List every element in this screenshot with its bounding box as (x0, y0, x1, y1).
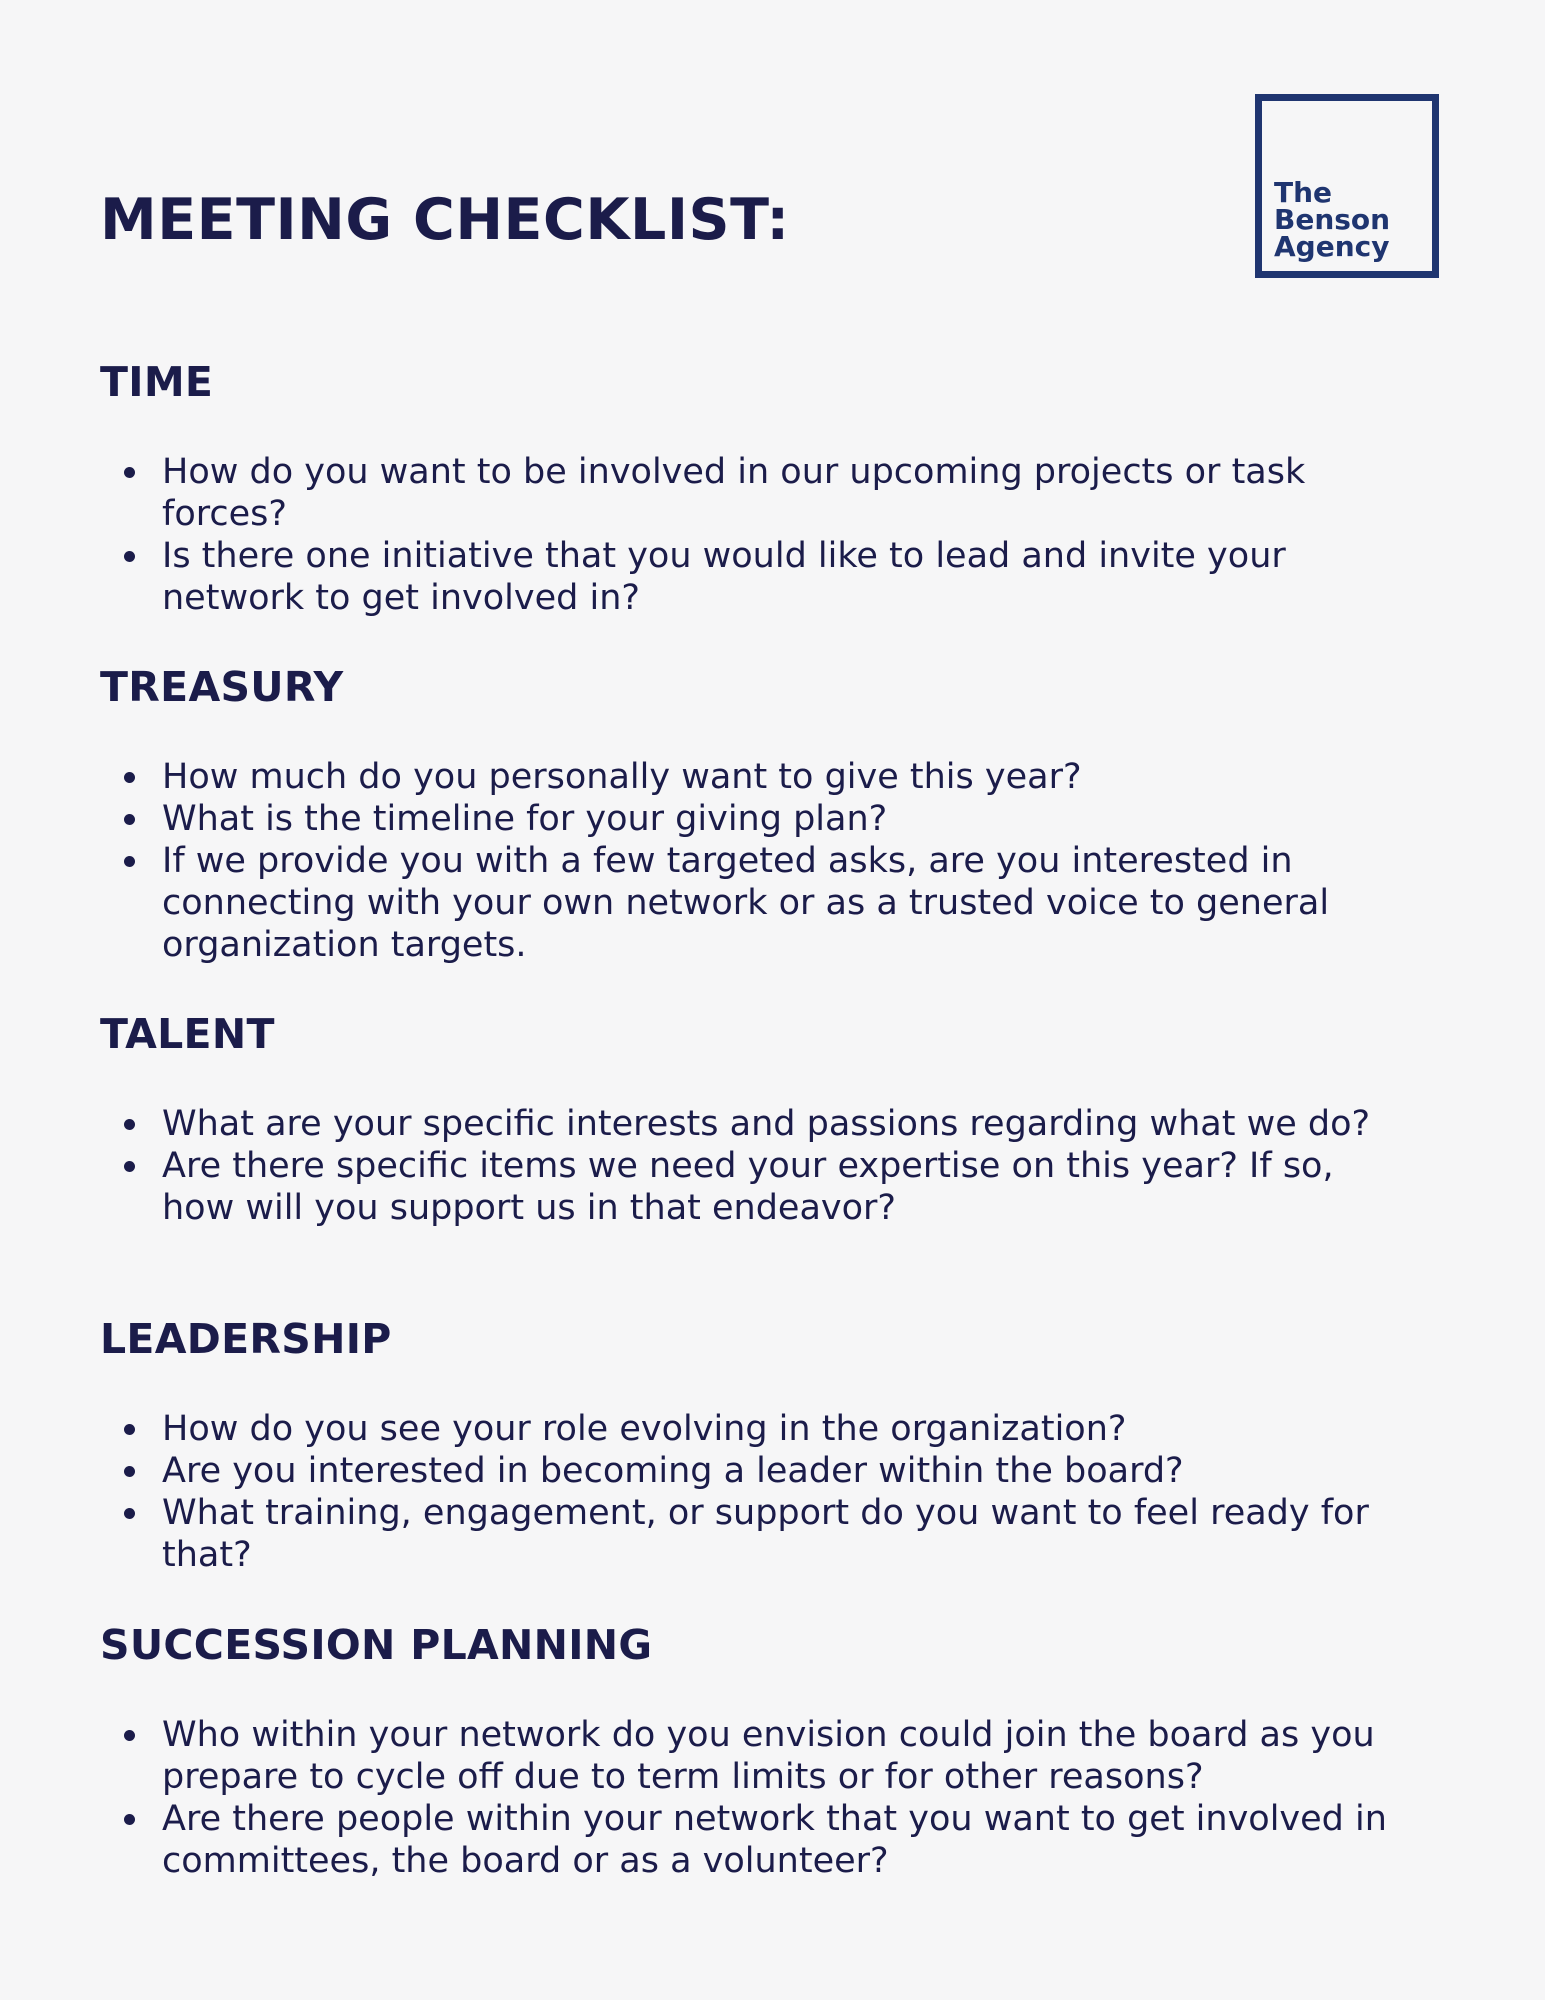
list-item (100, 1408, 1400, 1450)
list-item (100, 1145, 1400, 1229)
bullet-icon (124, 1508, 135, 1519)
section-talent (100, 1007, 1430, 1228)
bullet-icon (124, 467, 135, 478)
list-item-text: What training, engagement, or support do you want to feel ready for that? (162, 1493, 1369, 1575)
logo-text (1274, 176, 1391, 263)
section-heading: TIME (100, 358, 214, 406)
bullet-icon (124, 1119, 135, 1130)
list-item-text: Are there people within your network that you want to get involved in committees, the board or as a volunteer? (162, 1799, 1387, 1881)
list-item-text: How much do you personally want to give this year? (162, 757, 1082, 797)
list-item (100, 1714, 1400, 1798)
list-item-text: Are you interested in becoming a leader within the board? (162, 1451, 1184, 1491)
list-item-text: Who within your network do you envision could join the board as you prepare to cycle off due to term limits or for other reasons? (162, 1715, 1375, 1797)
bullet-list (100, 1408, 1400, 1576)
benson-agency-logo (1255, 94, 1439, 278)
bullet-list (100, 756, 1400, 966)
section-heading: LEADERSHIP (100, 1315, 392, 1363)
page-title: MEETING CHECKLIST: (100, 187, 790, 253)
section-treasury (100, 660, 1430, 965)
logo-line-the: The (1274, 176, 1333, 209)
list-item-text: How do you see your role evolving in the organization? (162, 1409, 1127, 1449)
bullet-list (100, 1103, 1400, 1229)
bullet-icon (124, 772, 135, 783)
list-item-text: How do you want to be involved in our upcoming projects or task forces? (162, 452, 1306, 534)
bullet-icon (124, 1814, 135, 1825)
bullet-list (100, 451, 1400, 619)
list-item (100, 1492, 1400, 1576)
list-item (100, 756, 1400, 798)
bullet-icon (124, 856, 135, 867)
bullet-icon (124, 1730, 135, 1741)
logo-line-benson: Benson (1274, 203, 1391, 236)
list-item-text: Is there one initiative that you would like to lead and invite your network to get involved in? (162, 536, 1286, 618)
section-succession-planning (100, 1618, 1430, 1881)
logo-line-agency: Agency (1274, 230, 1390, 263)
list-item (100, 1450, 1400, 1492)
section-heading: SUCCESSION PLANNING (100, 1621, 653, 1669)
list-item (100, 1798, 1400, 1882)
list-item (100, 798, 1400, 840)
list-item-text: What is the timeline for your giving plan? (162, 799, 888, 839)
section-leadership (100, 1312, 1430, 1575)
section-heading: TALENT (100, 1010, 275, 1058)
list-item (100, 840, 1400, 966)
bullet-icon (124, 1161, 135, 1172)
section-time (100, 355, 1430, 618)
list-item (100, 451, 1400, 535)
bullet-icon (124, 1424, 135, 1435)
bullet-icon (124, 1466, 135, 1477)
list-item-text: If we provide you with a few targeted asks, are you interested in connecting with your own network or as a trusted voice to general organization targets. (162, 841, 1330, 965)
list-item (100, 535, 1400, 619)
section-heading: TREASURY (100, 663, 344, 711)
bullet-list (100, 1714, 1400, 1882)
list-item-text: What are your specific interests and passions regarding what we do? (162, 1104, 1371, 1144)
list-item-text: Are there specific items we need your expertise on this year? If so, how will you support us in that endeavor? (162, 1146, 1334, 1228)
bullet-icon (124, 814, 135, 825)
bullet-icon (124, 551, 135, 562)
list-item (100, 1103, 1400, 1145)
